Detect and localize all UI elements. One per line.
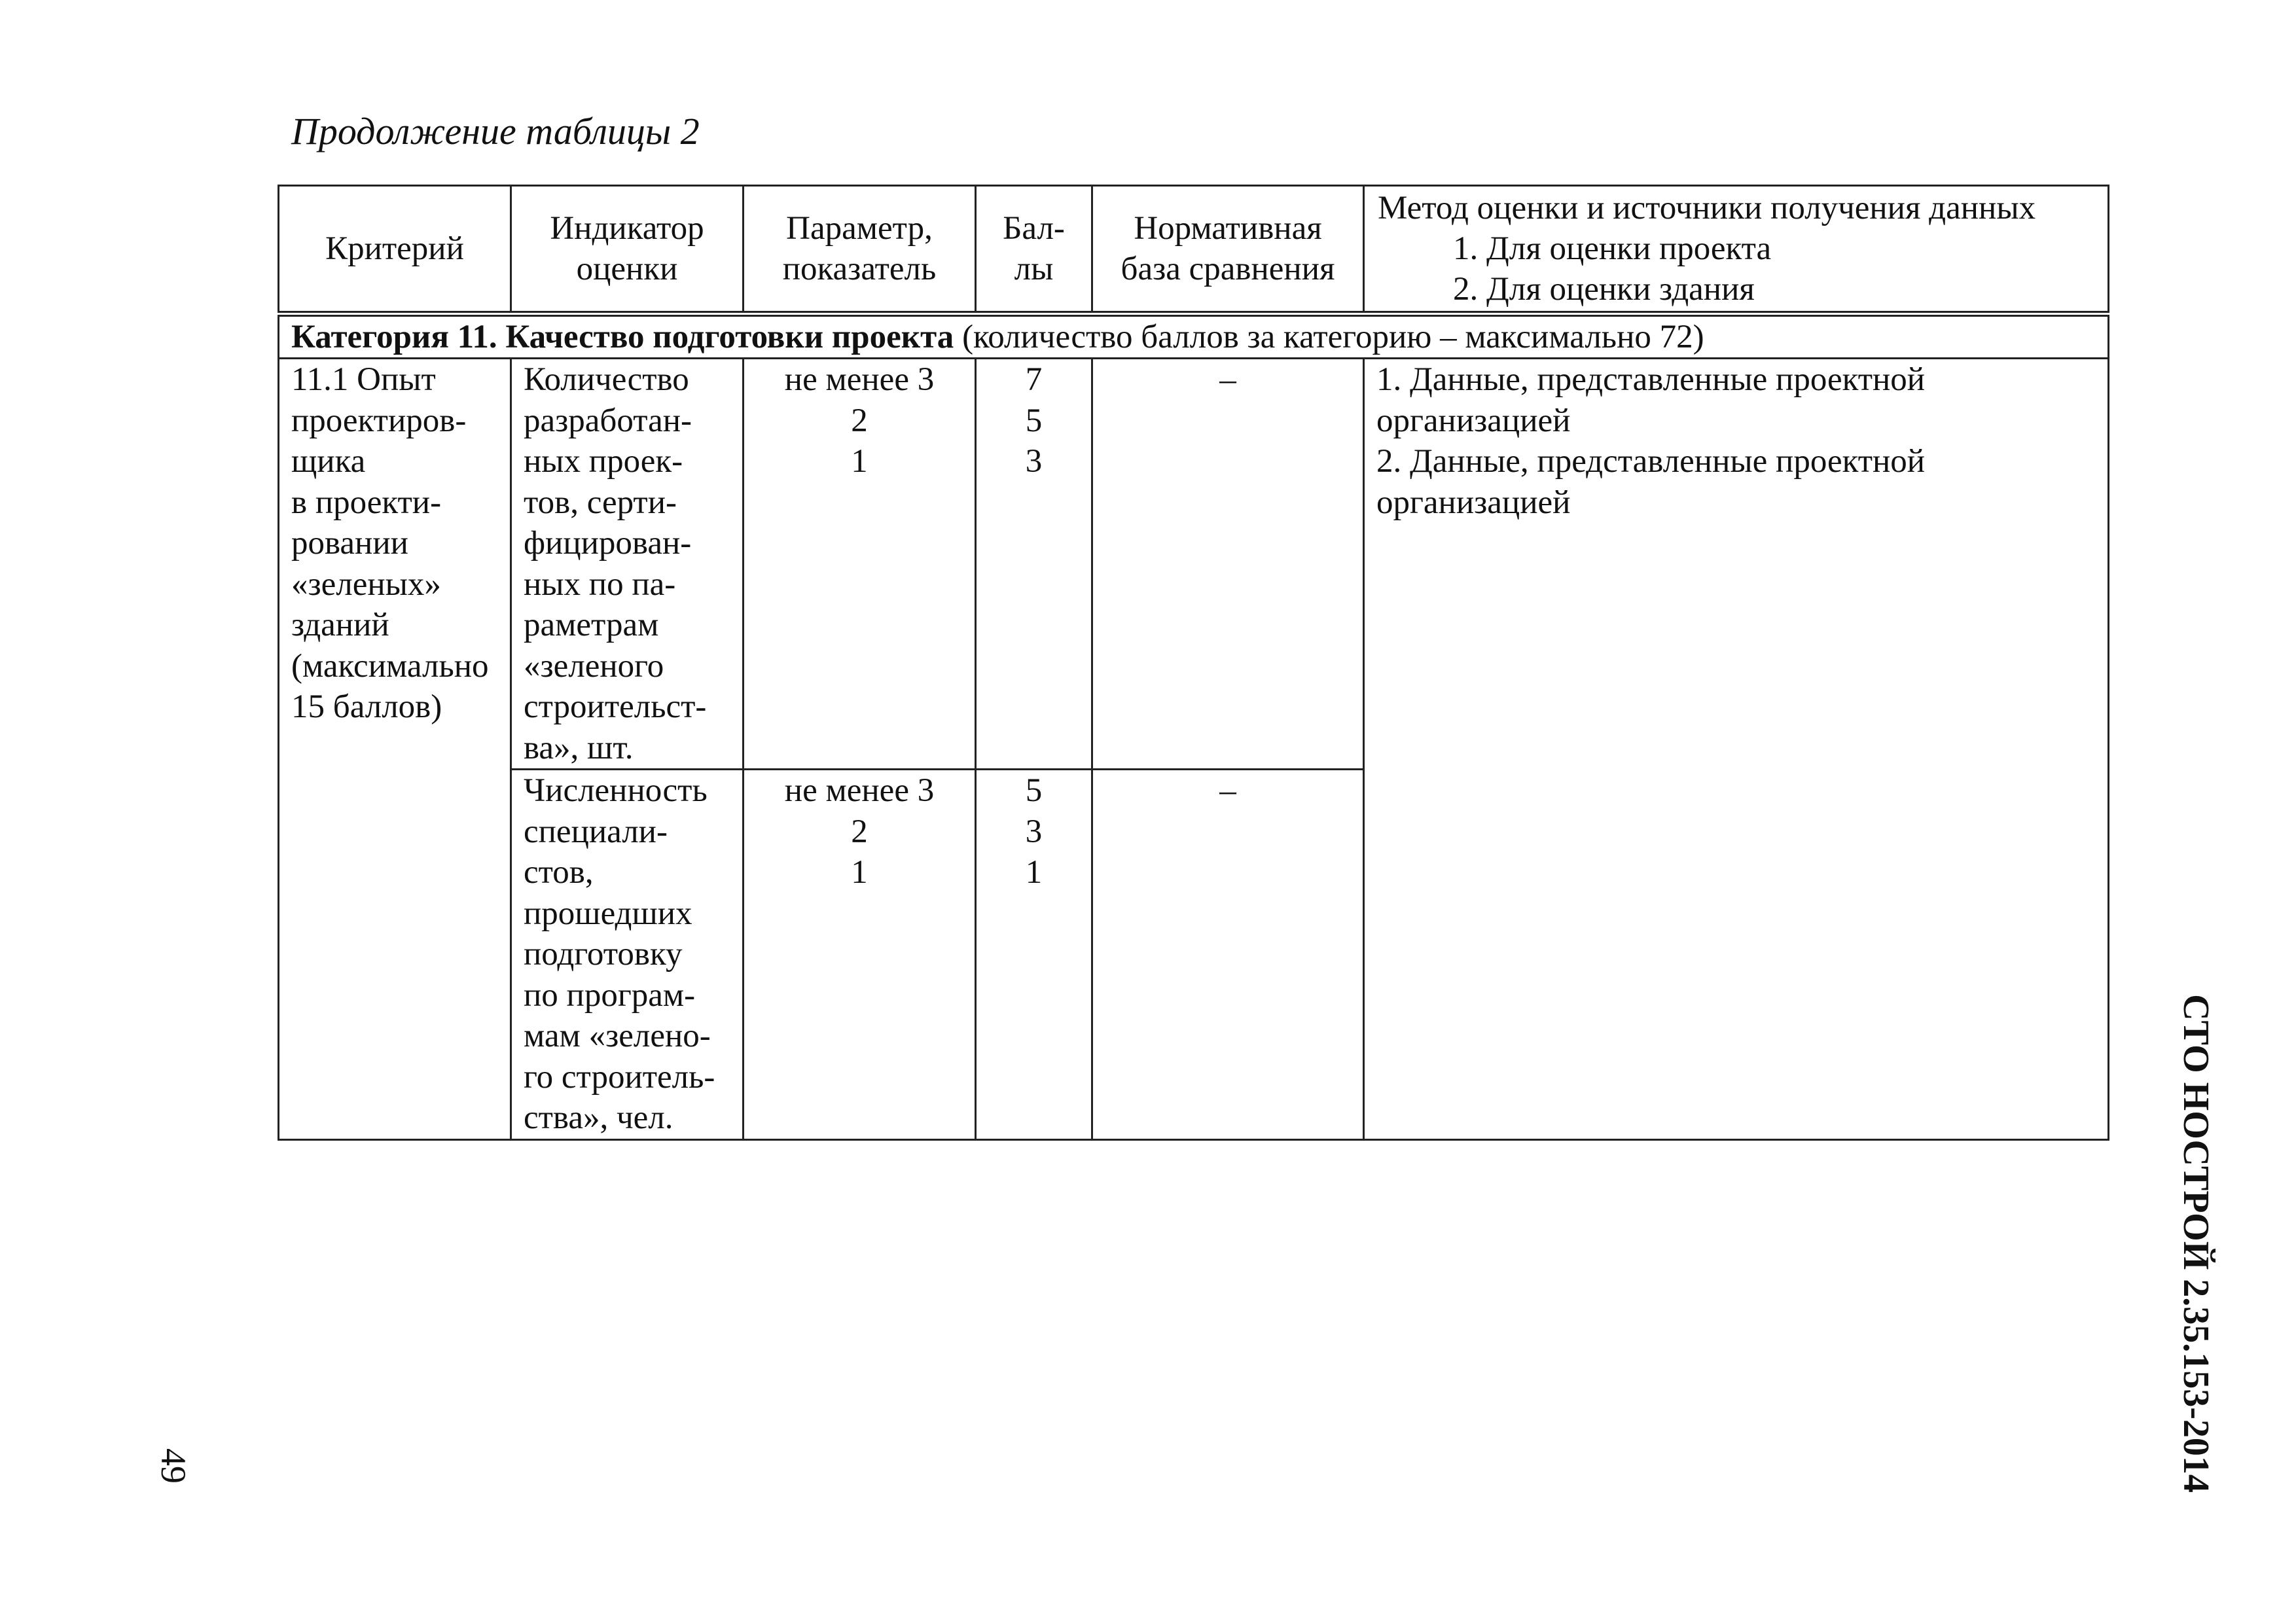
header-criterion: Критерий (279, 186, 511, 314)
document-code: СТО НОСТРОЙ 2.35.153-2014 (2176, 994, 2216, 1493)
parameter-cell: не менее 3 2 1 (744, 359, 976, 770)
page-number-container (147, 1427, 200, 1505)
baseline-cell: – (1092, 770, 1364, 1140)
category-row (279, 314, 2109, 359)
criterion-cell: 11.1 Опыт проектиров- щика в проекти- ровании «зеленых» зданий (максимально 15 баллов) (279, 359, 511, 1140)
document-code-sidebar (2160, 995, 2232, 1492)
indicator-cell: Численность специали- стов, прошедших подготовку по програм- мам «зелено- го строитель- ства», чел. (511, 770, 744, 1140)
header-method (1364, 186, 2109, 314)
points-cell: 5 3 1 (976, 770, 1092, 1140)
header-row (279, 186, 2109, 314)
header-parameter: Параметр, показатель (744, 186, 976, 314)
points-cell: 7 5 3 (976, 359, 1092, 770)
table-caption: Продолжение таблицы 2 (291, 110, 700, 152)
header-baseline: Нормативная база сравнения (1092, 186, 1364, 314)
category-note: (количество баллов за категорию – максимально 72) (954, 319, 1704, 355)
indicator-cell: Количество разработан- ных проек- тов, серти- фицирован- ных по па- раметрам «зеленого строительст- ва», шт. (511, 359, 744, 770)
header-indicator: Индикатор оценки (511, 186, 744, 314)
header-points: Бал- лы (976, 186, 1092, 314)
table-row (279, 359, 2109, 770)
baseline-cell: – (1092, 359, 1364, 770)
header-method-item2: 2. Для оценки здания (1453, 271, 1755, 308)
assessment-table (278, 185, 2109, 1141)
header-method-item1: 1. Для оценки проекта (1453, 230, 1772, 267)
category-title: Категория 11. Качество подготовки проекта (291, 319, 954, 355)
category-heading (279, 314, 2109, 359)
method-cell: 1. Данные, представленные проектной организацией 2. Данные, представленные проектной организацией (1364, 359, 2109, 1140)
page-number: 49 (154, 1448, 193, 1484)
parameter-cell: не менее 3 2 1 (744, 770, 976, 1140)
header-method-title: Метод оценки и источники получения данных (1378, 190, 2036, 226)
